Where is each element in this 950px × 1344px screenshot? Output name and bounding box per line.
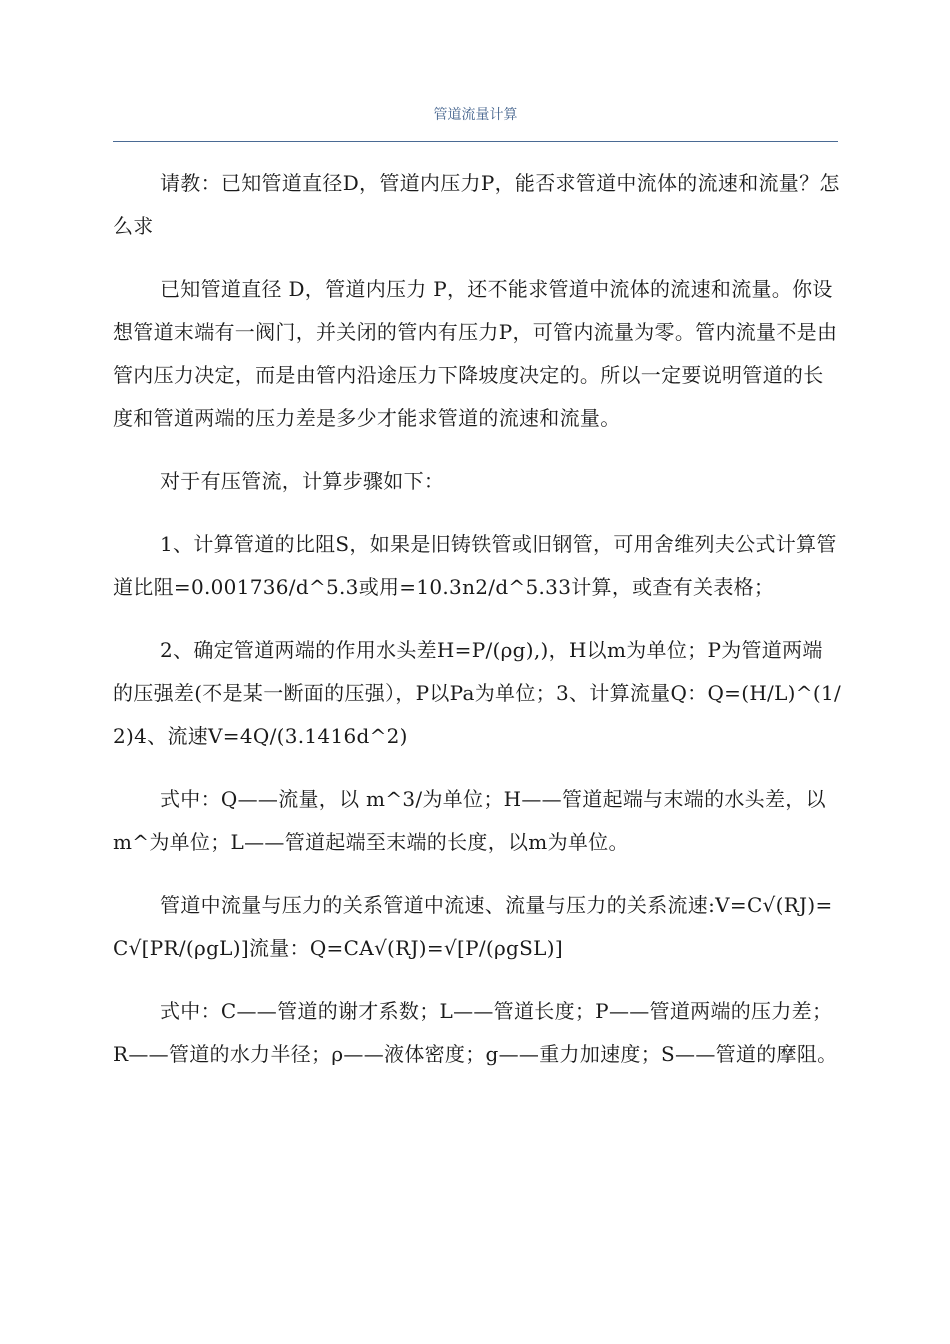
paragraph-step-1: 1、计算管道的比阻S，如果是旧铸铁管或旧钢管，可用舍维列夫公式计算管道比阻=0.001736/d^5.3或用=10.3n2/d^5.33计算，或查有关表格； <box>113 532 837 599</box>
paragraph-variable-definitions-2: 式中：C——管道的谢才系数；L——管道长度；P——管道两端的压力差；R——管道的水力半径；ρ——液体密度；g——重力加速度；S——管道的摩阻。 <box>113 999 838 1066</box>
paragraph-variable-definitions-1: 式中：Q——流量，以 m^3/为单位；H——管道起端与末端的水头差，以m^为单位；L——管道起端至末端的长度，以m为单位。 <box>113 787 826 854</box>
paragraph-answer-intro: 已知管道直径 D，管道内压力 P，还不能求管道中流体的流速和流量。你设想管道末端有一阀门，并关闭的管内有压力P，可管内流量为零。管内流量不是由管内压力决定，而是由管内沿途压力下降坡度决定的。所以一定要说明管道的长度和管道两端的压力差是多少才能求管道的流速和流量。 <box>113 277 838 430</box>
page-header-title: 管道流量计算 <box>433 107 518 123</box>
document-body <box>113 162 841 1096</box>
paragraph-steps-heading: 对于有压管流，计算步骤如下： <box>160 469 445 493</box>
paragraph-question: 请教：已知管道直径D，管道内压力P，能否求管道中流体的流速和流量？怎么求 <box>113 171 840 238</box>
paragraph-step-2-3-4: 2、确定管道两端的作用水头差H=P/(ρg),)，H以m为单位；P为管道两端的压强差(不是某一断面的压强），P以Pa为单位；3、计算流量Q：Q=(H/L)^(1/2)4、流速V=4Q/(3.1416d^2) <box>113 638 842 748</box>
paragraph-flow-pressure-relation: 管道中流量与压力的关系管道中流速、流量与压力的关系流速:V=C√(RJ)=C√[PR/(ρgL)]流量：Q=CA√(RJ)=√[P/(ρgSL)] <box>113 893 833 960</box>
header-divider <box>113 141 838 142</box>
